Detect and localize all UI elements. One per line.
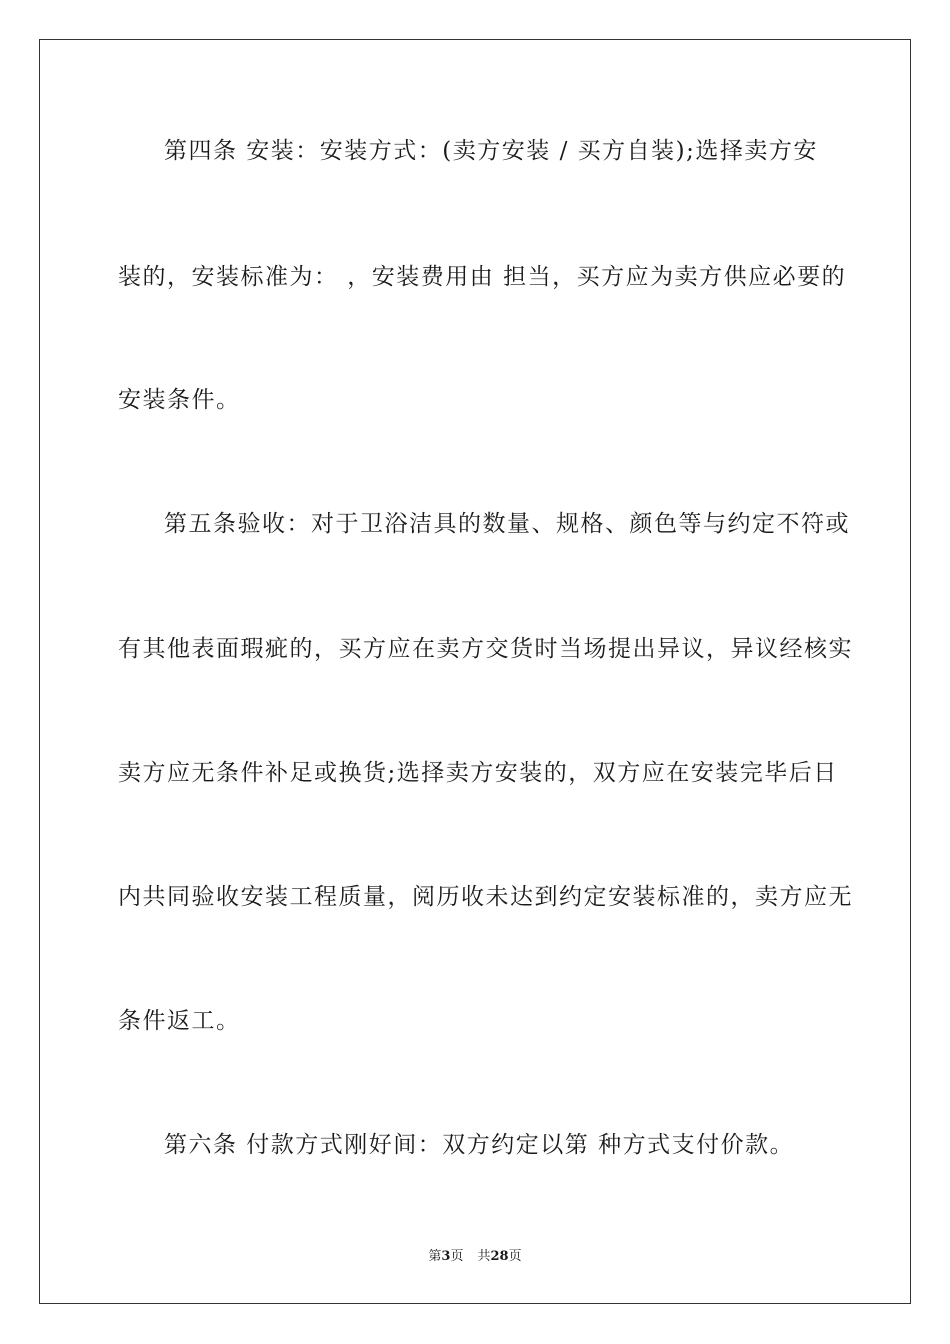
total-suffix: 页 xyxy=(508,1249,522,1264)
page-footer xyxy=(0,1248,950,1266)
page-number: 3 xyxy=(441,1249,451,1264)
paragraph-line: 第五条验收：对于卫浴洁具的数量、规格、颜色等与约定不符或 xyxy=(164,511,850,537)
paragraph-line: 装的，安装标准为： ，安装费用由 担当，买方应为卖方供应必要的 xyxy=(118,264,847,290)
paragraph-line: 第四条 安装：安装方式：(卖方安装 / 买方自装);选择卖方安 xyxy=(164,138,818,164)
paragraph-line: 卖方应无条件补足或换货;选择卖方安装的，双方应在安装完毕后日 xyxy=(118,760,838,786)
total-prefix: 共 xyxy=(477,1249,491,1264)
paragraph-line: 条件返工。 xyxy=(118,1008,241,1034)
paragraph-line: 第六条 付款方式刚好间：双方约定以第 种方式支付价款。 xyxy=(164,1132,795,1158)
page-prefix: 第 xyxy=(428,1249,442,1264)
page-frame xyxy=(39,39,911,1304)
paragraph-line: 有其他表面瑕疵的，买方应在卖方交货时当场提出异议，异议经核实 xyxy=(118,636,853,662)
total-pages: 28 xyxy=(490,1249,509,1264)
paragraph-line: 安装条件。 xyxy=(118,387,241,413)
paragraph-line: 内共同验收安装工程质量，阅历收未达到约定安装标准的，卖方应无 xyxy=(118,884,853,910)
page-suffix: 页 xyxy=(450,1249,464,1264)
